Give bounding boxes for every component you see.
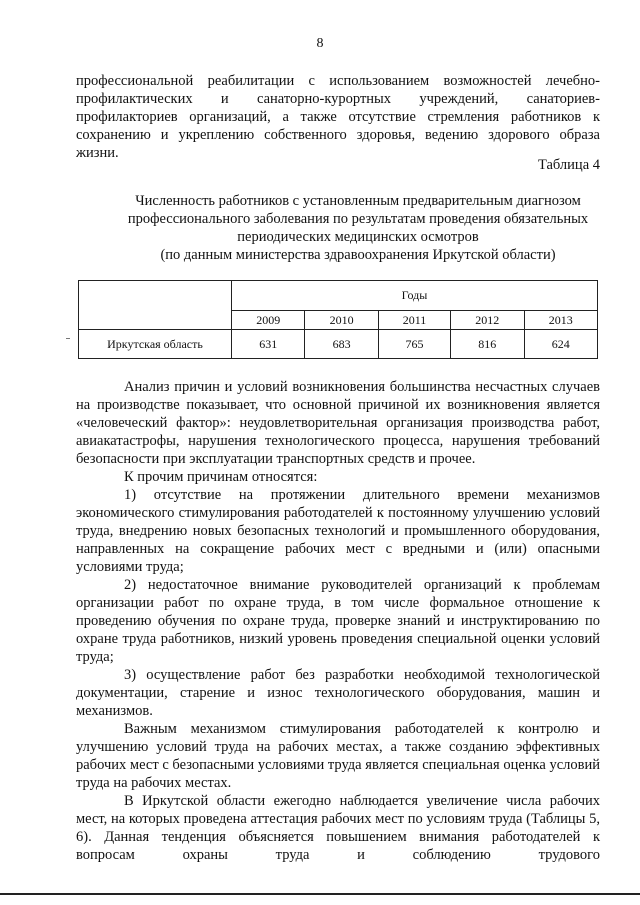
table-caption-line: периодических медицинских осмотров [237, 229, 479, 245]
list-item: 1) отсутствие на протяжении длительного времени механизмов экономического стимулирования работодателей к постоянному улучшению условий труда, внедрению новых безопасных технологий и промышленного оборудования, направленных на сокращение рабочих мест с вредными и (или) опасными условиями труда; [76, 487, 600, 575]
paragraph: В Иркутской области ежегодно наблюдается увеличение числа рабочих мест, на которых проведена аттестация рабочих мест по условиям труда (Таблицы 5, 6). Данная тенденция объясняется повышением внимания работодателей к вопросам охраны труда и соблюдению трудового [76, 793, 600, 863]
table-value-cell: 631 [232, 330, 305, 359]
table-value-cell: 624 [524, 330, 597, 359]
scan-mark [66, 338, 70, 339]
list-item: 2) недостаточное внимание руководителей организаций к проблемам организации работ по охране труда, в том числе формальное отношение к проведению обучения по охране труда, проверке знаний и инструктированию по охране труда работников, низкий уровень проведения специальной оценки условий труда; [76, 577, 600, 665]
table-caption-line: профессионального заболевания по результатам проведения обязательных [127, 211, 589, 227]
body-text [76, 378, 600, 864]
table-caption-source: (по данным министерства здравоохранения Иркутской области) [160, 247, 556, 263]
table-corner-cell [79, 281, 232, 330]
paragraph: К прочим причинам относятся: [124, 469, 318, 485]
intro-line: профессиональной реабилитации с использованием возможностей лечебно- [76, 73, 600, 89]
intro-paragraph [76, 72, 600, 162]
table-row-label: Иркутская область [79, 330, 232, 359]
data-table [78, 280, 598, 359]
intro-line: сохранению и укреплению собственного здоровья, ведению здорового образа [76, 127, 600, 143]
paragraph: Анализ причин и условий возникновения большинства несчастных случаев на производстве показывает, что основной причиной их возникновения является «человеческий фактор»: неудовлетворительная организация производства работ, авиакатастрофы, нарушения технологического процесса, нарушения требований безопасности при эксплуатации транспортных средств и прочее. [76, 379, 600, 467]
table-value-cell: 765 [378, 330, 450, 359]
intro-line: профилактических и санаторно-курортных учреждений, санаториев- [76, 91, 600, 107]
table-header-years: Годы [232, 281, 598, 311]
table-year-cell: 2010 [305, 311, 378, 330]
table-year-cell: 2009 [232, 311, 305, 330]
table-value-cell: 816 [451, 330, 524, 359]
table-year-cell: 2013 [524, 311, 597, 330]
table-label: Таблица 4 [537, 157, 600, 173]
table-value-cell: 683 [305, 330, 378, 359]
table-caption-line: Численность работников с установленным предварительным диагнозом [135, 193, 581, 209]
intro-line: жизни. [76, 145, 119, 161]
page-number: 8 [316, 36, 324, 51]
paragraph: Важным механизмом стимулирования работодателей к контролю и улучшению условий труда на рабочих местах, а также созданию эффективных рабочих мест с безопасными условиями труда является специальная оценка условий труда на рабочих местах. [76, 721, 600, 791]
table-year-cell: 2011 [378, 311, 450, 330]
list-item: 3) осуществление работ без разработки необходимой технологической документации, старение и износ технологического оборудования, машин и механизмов. [76, 667, 600, 719]
page-bottom-border [0, 893, 640, 895]
table-year-cell: 2012 [451, 311, 524, 330]
intro-line: профилакториев организаций, а также отсутствие стремления работников к [76, 109, 600, 125]
